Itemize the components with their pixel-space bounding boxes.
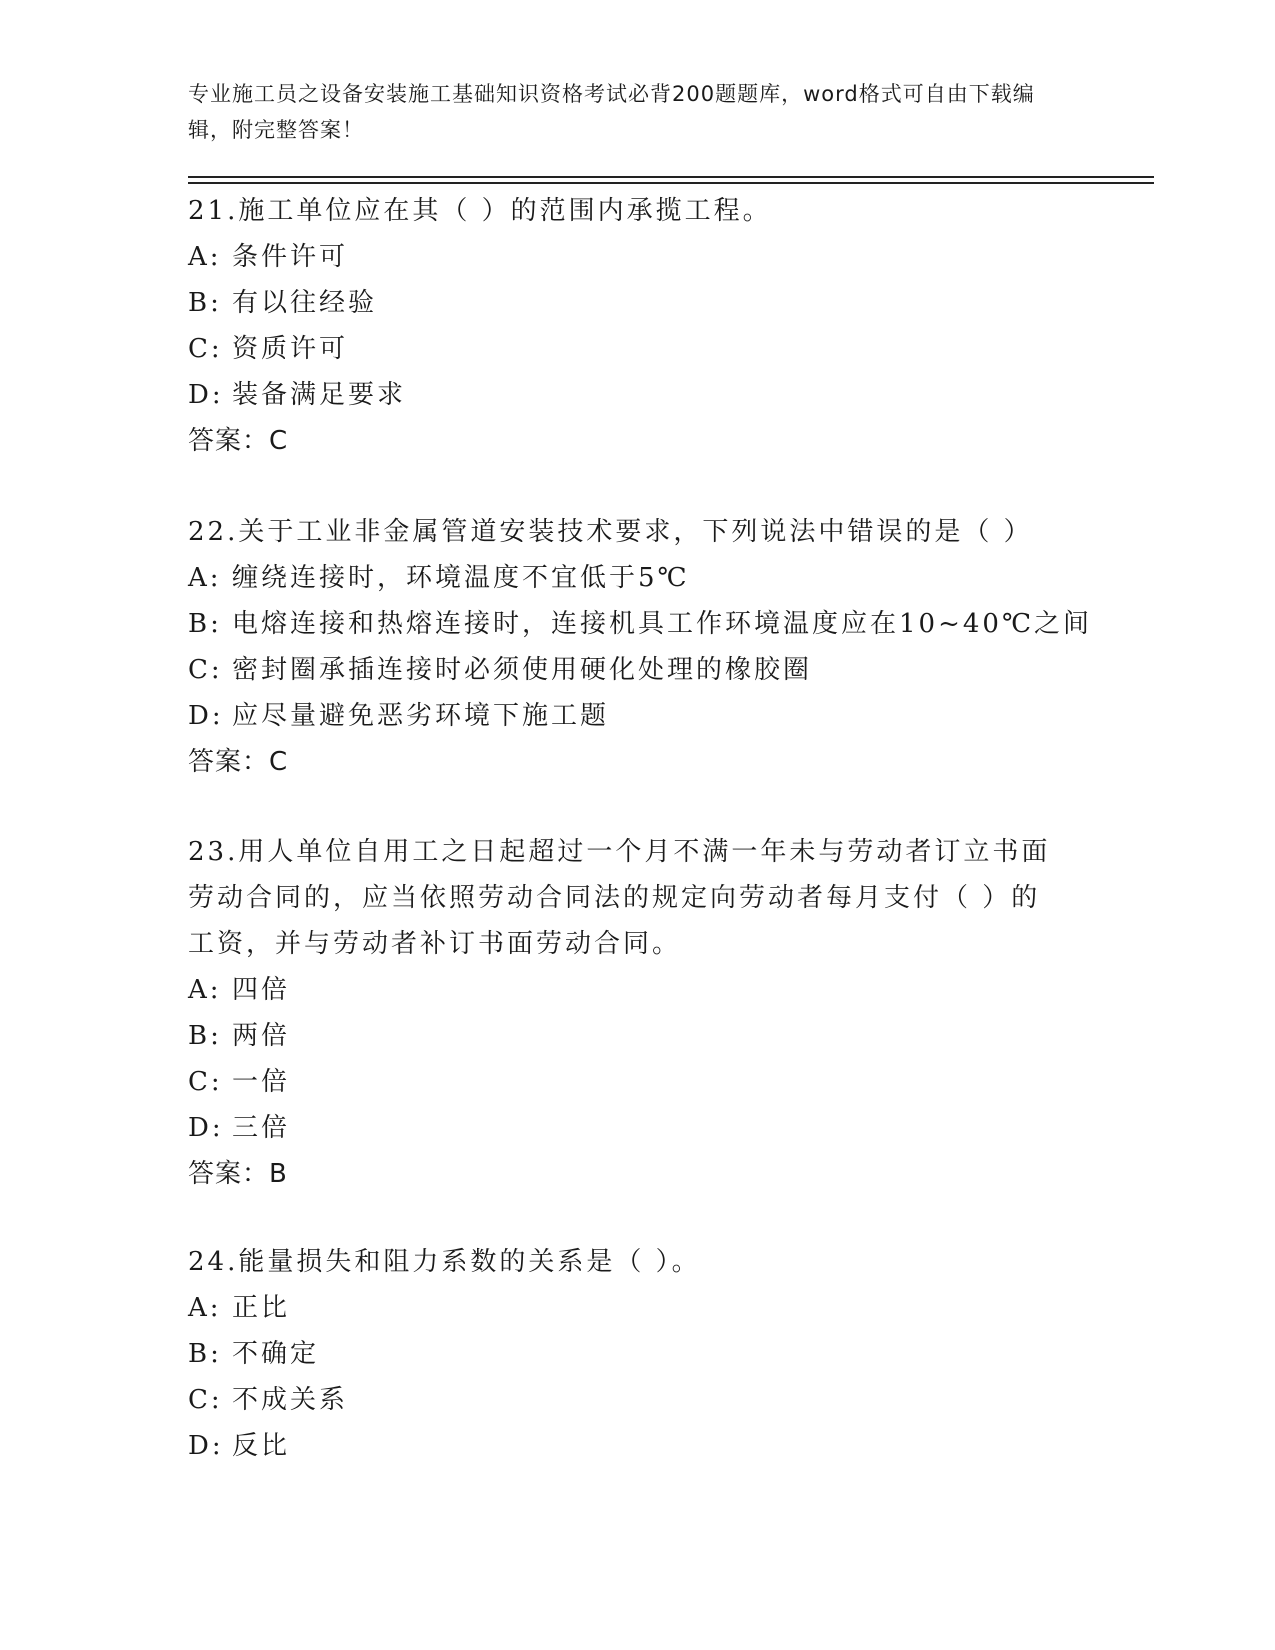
option-label: B: [188, 1339, 222, 1369]
option-a [188, 555, 1068, 601]
document-header: 专业施工员之设备安装施工基础知识资格考试必背200题题库，word格式可自由下载编辑，附完整答案！ [188, 82, 1035, 142]
option-text: 有以往经验 [232, 288, 378, 318]
option-label: B: [188, 609, 222, 639]
option-label: C: [188, 334, 223, 364]
option-a [188, 967, 1068, 1013]
option-text: 电熔连接和热熔连接时，连接机具工作环境温度应在10~40℃之间 [232, 609, 1093, 639]
option-text: 装备满足要求 [232, 380, 407, 410]
option-b [188, 601, 1093, 647]
question-24 [188, 1239, 1068, 1469]
option-label: D: [188, 1431, 224, 1461]
option-label: B: [188, 1021, 222, 1051]
option-d [188, 693, 1068, 739]
question-21 [188, 188, 1068, 464]
option-label: D: [188, 1113, 224, 1143]
option-text: 两倍 [232, 1021, 291, 1051]
option-c [188, 326, 1068, 372]
header-divider-top [188, 176, 1154, 178]
question-stem: 22.关于工业非金属管道安装技术要求，下列说法中错误的是（ ） [188, 517, 1033, 547]
option-label: A: [188, 1293, 222, 1323]
option-b [188, 1331, 1068, 1377]
option-text: 不确定 [232, 1339, 320, 1369]
option-b [188, 280, 1068, 326]
option-text: 不成关系 [232, 1385, 349, 1415]
option-c [188, 1059, 1068, 1105]
question-stem: 21.施工单位应在其（ ）的范围内承揽工程。 [188, 196, 772, 226]
option-label: A: [188, 975, 222, 1005]
option-text: 一倍 [232, 1067, 291, 1097]
option-d [188, 372, 1068, 418]
answer: 答案：C [188, 747, 289, 777]
option-a [188, 234, 1068, 280]
option-b [188, 1013, 1068, 1059]
option-label: C: [188, 655, 223, 685]
option-label: B: [188, 288, 222, 318]
option-label: D: [188, 380, 224, 410]
question-stem: 24.能量损失和阻力系数的关系是（ ）。 [188, 1247, 701, 1277]
option-text: 条件许可 [232, 242, 349, 272]
option-text: 反比 [232, 1431, 291, 1461]
option-text: 缠绕连接时，环境温度不宜低于5℃ [232, 563, 690, 593]
option-d [188, 1423, 1068, 1469]
option-text: 密封圈承插连接时必须使用硬化处理的橡胶圈 [232, 655, 813, 685]
option-label: C: [188, 1067, 223, 1097]
option-text: 三倍 [232, 1113, 291, 1143]
question-22 [188, 509, 1093, 785]
answer: 答案：B [188, 1159, 288, 1189]
option-text: 资质许可 [232, 334, 349, 364]
option-label: A: [188, 242, 222, 272]
header-divider-bottom [188, 182, 1154, 184]
answer: 答案：C [188, 426, 289, 456]
question-stem: 23.用人单位自用工之日起超过一个月不满一年未与劳动者订立书面劳动合同的，应当依照劳动合同法的规定向劳动者每月支付（ ）的工资，并与劳动者补订书面劳动合同。 [188, 837, 1051, 959]
option-label: C: [188, 1385, 223, 1415]
option-a [188, 1285, 1068, 1331]
option-text: 应尽量避免恶劣环境下施工题 [232, 701, 610, 731]
option-c [188, 647, 1068, 693]
option-c [188, 1377, 1068, 1423]
option-label: D: [188, 701, 224, 731]
option-label: A: [188, 563, 222, 593]
option-text: 四倍 [232, 975, 291, 1005]
option-text: 正比 [232, 1293, 291, 1323]
option-d [188, 1105, 1068, 1151]
question-23 [188, 829, 1068, 1197]
